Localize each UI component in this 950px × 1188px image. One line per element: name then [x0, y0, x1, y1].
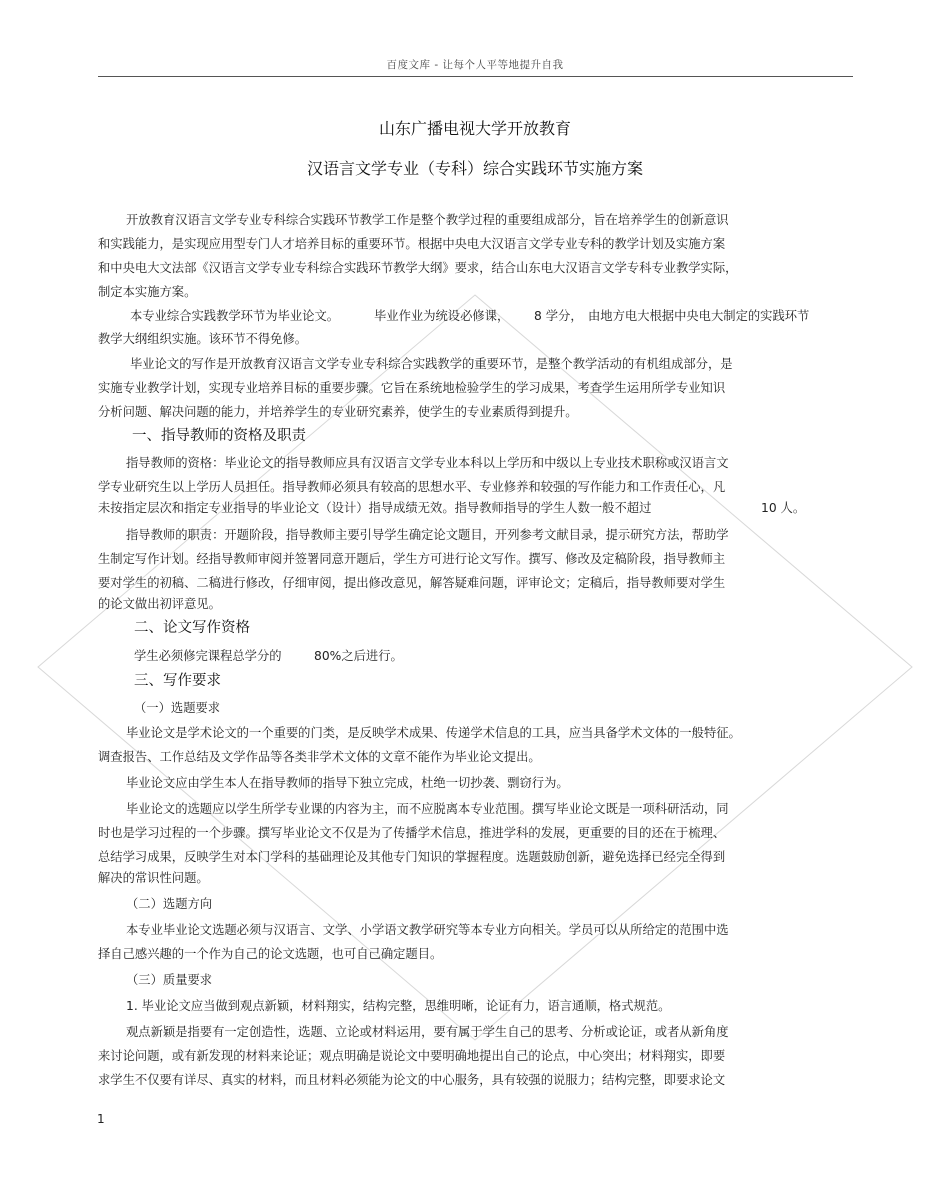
paragraph-line: 总结学习成果，反映学生对本门学科的基础理论及其他专门知识的掌握程度。选题鼓励创新，避免选择已经完全得到	[98, 850, 726, 864]
paragraph-line: 时也是学习过程的一个步骤。撰写毕业论文不仅是为了传播学术信息，推进学科的发展，更重要的目的还在于梳理、	[98, 826, 726, 840]
document-title-line-2: 汉语言文学专业（专科）综合实践环节实施方案	[306, 159, 643, 178]
section-heading: 二、论文写作资格	[134, 620, 250, 636]
paragraph-line: 指导教师的职责：开题阶段，指导教师主要引导学生确定论文题目，开列参考文献目录，提示研究方法，帮助学	[126, 528, 729, 542]
paragraph-line: 教学大纲组织实施。该环节不得免修。	[98, 332, 308, 346]
paragraph-line: 实施专业教学计划，实现专业培养目标的重要步骤。它旨在系统地检验学生的学习成果，考查学生运用所学专业知识	[98, 381, 726, 395]
paragraph-line: 毕业论文的写作是开放教育汉语言文学专业专科综合实践教学的重要环节，是整个教学活动的有机组成部分，是	[130, 357, 733, 371]
paragraph-line: 开放教育汉语言文学专业专科综合实践环节教学工作是整个教学过程的重要组成部分，旨在培养学生的创新意识	[126, 213, 729, 227]
paragraph-line: 8 学分，	[534, 309, 583, 323]
subsection-heading: （一）选题要求	[134, 701, 221, 715]
paragraph-line: 毕业作业为统设必修课，	[374, 309, 510, 323]
paragraph-line: 的论文做出初评意见。	[98, 597, 221, 611]
paragraph-line: 制定本实施方案。	[98, 285, 197, 299]
paragraph-line: 调查报告、工作总结及文学作品等各类非学术文体的文章不能作为毕业论文提出。	[98, 750, 541, 764]
paragraph-line: 未按指定层次和指定专业指导的毕业论文（设计）指导成绩无效。指导教师指导的学生人数一般不超过	[98, 501, 652, 515]
paragraph-line: 学专业研究生以上学历人员担任。指导教师必须具有较高的思想水平、专业修养和较强的写作能力和工作责任心，凡	[98, 480, 726, 494]
paragraph-line: 本专业毕业论文选题必须与汉语言、文学、小学语文教学研究等本专业方向相关。学员可以从所给定的范围中选	[126, 923, 729, 937]
paragraph-line: 观点新颖是指要有一定创造性，选题、立论或材料运用，要有属于学生自己的思考、分析或论证，或者从新角度	[126, 1025, 729, 1039]
paragraph-line: 1. 毕业论文应当做到观点新颖，材料翔实，结构完整，思维明晰，论证有力，语言通顺，格式规范。	[126, 999, 671, 1013]
paragraph-line: 学生必须修完课程总学分的	[134, 649, 282, 663]
paragraph-line: 80%之后进行。	[314, 649, 403, 663]
paragraph-line: 本专业综合实践教学环节为毕业论文。	[130, 309, 340, 323]
subsection-heading: （三）质量要求	[126, 973, 213, 987]
paragraph-line: 要对学生的初稿、二稿进行修改，仔细审阅，提出修改意见，解答疑难问题，评审论文；定稿后，指导教师要对学生	[98, 576, 726, 590]
paragraph-line: 生制定写作计划。经指导教师审阅并签署同意开题后，学生方可进行论文写作。撰写、修改及定稿阶段，指导教师主	[98, 552, 726, 566]
paragraph-line: 指导教师的资格：毕业论文的指导教师应具有汉语言文学专业本科以上学历和中级以上专业技术职称或汉语言文	[126, 456, 729, 470]
paragraph-line: 分析问题、解决问题的能力，并培养学生的专业研究素养，使学生的专业素质得到提升。	[98, 405, 578, 419]
section-heading: 三、写作要求	[134, 673, 221, 689]
paragraph-line: 由地方电大根据中央电大制定的实践环节	[588, 309, 810, 323]
paragraph-line: 毕业论文是学术论文的一个重要的门类，是反映学术成果、传递学术信息的工具，应当具备学术文体的一般特征。	[126, 726, 741, 740]
paragraph-line: 和中央电大文法部《汉语言文学专业专科综合实践环节教学大纲》要求，结合山东电大汉语言文学专科专业教学实际，	[98, 261, 738, 275]
paragraph-line: 毕业论文的选题应以学生所学专业课的内容为主，而不应脱离本专业范围。撰写毕业论文既是一项科研活动，同	[126, 802, 729, 816]
subsection-heading: （二）选题方向	[126, 897, 213, 911]
document-title-line-1: 山东广播电视大学开放教育	[378, 119, 571, 138]
section-heading: 一、指导教师的资格及职责	[132, 428, 306, 444]
paragraph-line: 择自己感兴趣的一个作为自己的论文选题，也可自己确定题目。	[98, 947, 443, 961]
paragraph-line: 求学生不仅要有详尽、真实的材料，而且材料必须能为论文的中心服务，具有较强的说服力；结构完整，即要求论文	[98, 1073, 726, 1087]
paragraph-line: 毕业论文应由学生本人在指导教师的指导下独立完成，杜绝一切抄袭、剽窃行为。	[126, 776, 569, 790]
page-header: 百度文库 - 让每个人平等地提升自我	[386, 59, 564, 71]
paragraph-line: 来讨论问题，或有新发现的材料来论证；观点明确是说论文中要明确地提出自己的论点，中心突出；材料翔实，即要	[98, 1049, 726, 1063]
page-number: 1	[97, 1112, 105, 1126]
header-divider	[98, 76, 853, 77]
paragraph-line: 10 人。	[761, 501, 806, 515]
paragraph-line: 和实践能力，是实现应用型专门人才培养目标的重要环节。根据中央电大汉语言文学专业专科的教学计划及实施方案	[98, 237, 726, 251]
paragraph-line: 解决的常识性问题。	[98, 871, 209, 885]
